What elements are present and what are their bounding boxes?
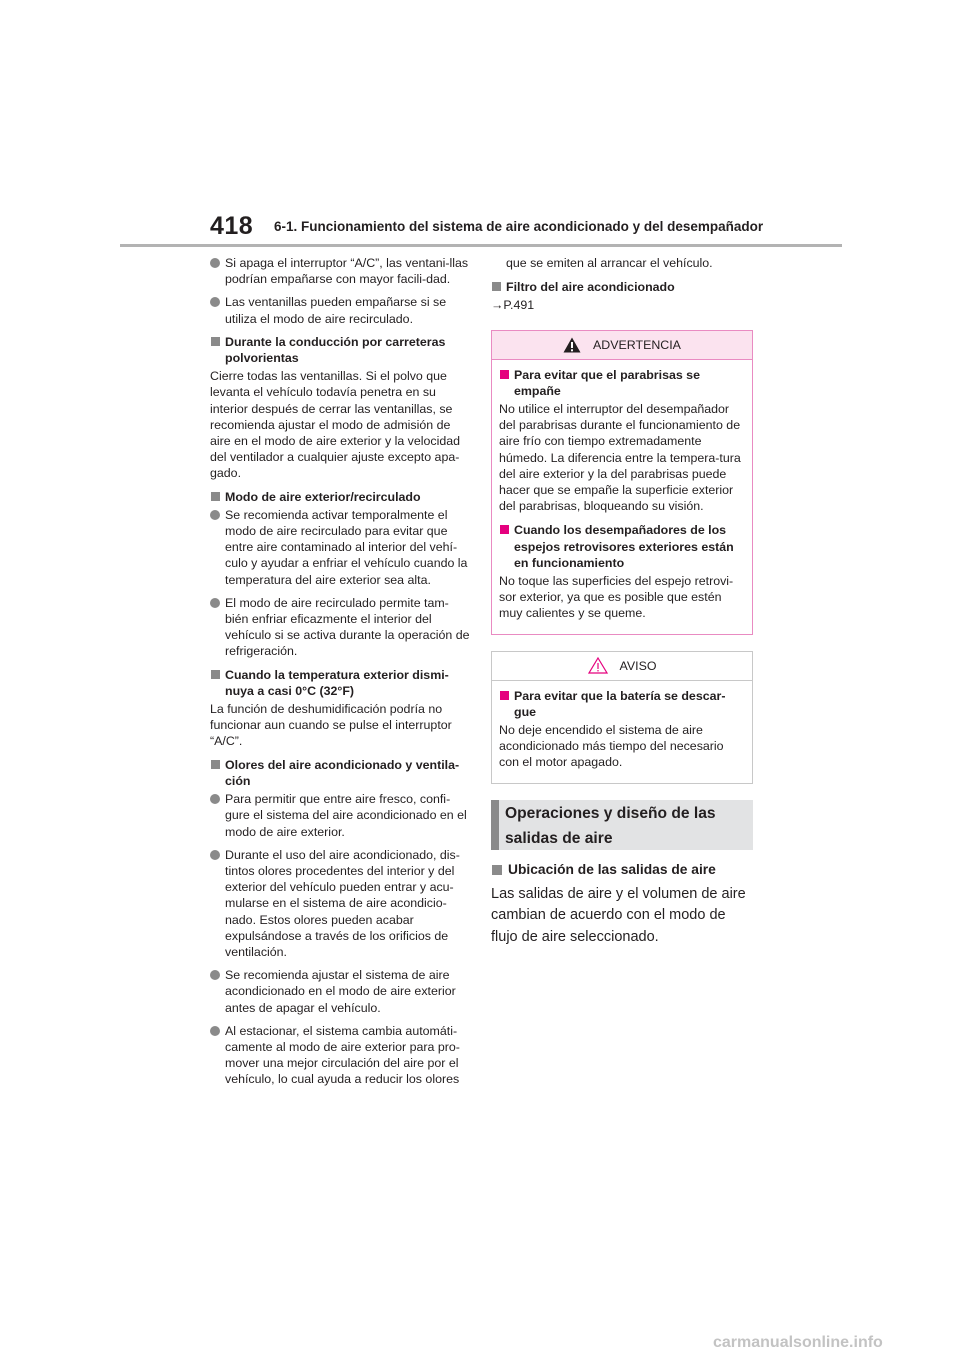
watermark-text: carmanualsonline.info xyxy=(713,1334,883,1351)
notice-title: AVISO xyxy=(619,658,657,673)
page-header xyxy=(0,0,960,250)
bullet-dot-icon xyxy=(210,794,220,804)
warning-box-header xyxy=(492,331,752,360)
subsection-heading: Modo de aire exterior/recirculado xyxy=(210,489,470,505)
square-bullet-icon xyxy=(211,670,220,679)
warning-triangle-icon xyxy=(563,337,581,353)
bullet-item: Se recomienda ajustar el sistema de aire acondicionado en el modo de aire exterior antes de apagar el vehículo. xyxy=(210,967,470,1016)
subsection-heading: Durante la conducción por carreteras polvorientas xyxy=(210,334,470,366)
subsection-heading: Cuando la temperatura exterior dismi-nuya a casi 0°C (32°F) xyxy=(210,667,470,699)
square-bullet-icon xyxy=(211,492,220,501)
square-bullet-icon xyxy=(211,760,220,769)
notice-box-header xyxy=(492,652,752,681)
bullet-item: Durante el uso del aire acondicionado, dis-tintos olores procedentes del interior y del exterior del vehículo pueden entrar y acu-mularse en el sistema de aire acondicio-nado. Estos olores pueden acabar expulsándose a través de los orificios de ventilación. xyxy=(210,847,470,960)
chapter-title: 6-1. Funcionamiento del sistema de aire acondicionado y del desempañador xyxy=(274,219,764,234)
notice-paragraph: No deje encendido el sistema de aire acondicionado más tiempo del necesario con el motor apagado. xyxy=(499,723,724,770)
bullet-dot-icon xyxy=(210,1026,220,1036)
header-divider xyxy=(120,244,842,247)
bullet-dot-icon xyxy=(210,510,220,520)
subsection-heading: Olores del aire acondicionado y ventila-ción xyxy=(210,757,470,789)
bullet-item: El modo de aire recirculado permite tam-bién enfriar eficazmente el interior del vehículo si se activa durante la operación de refrigeración. xyxy=(210,595,470,660)
left-column xyxy=(210,255,470,1095)
square-bullet-icon xyxy=(500,691,509,700)
subsection-heading: Filtro del aire acondicionado xyxy=(491,279,753,295)
bullet-dot-icon xyxy=(210,970,220,980)
notice-box-body xyxy=(492,681,752,783)
section-banner xyxy=(491,800,753,850)
square-bullet-icon xyxy=(492,282,501,291)
bullet-dot-icon xyxy=(210,598,220,608)
square-bullet-icon xyxy=(500,370,509,379)
notice-box xyxy=(491,651,753,784)
bullet-item: Se recomienda activar temporalmente el modo de aire recirculado para evitar que entre aire contaminado al interior del vehí-culo y ayudar a enfriar el vehículo cuando la temperatura del aire exterior sea alta. xyxy=(210,507,470,588)
paragraph: Cierre todas las ventanillas. Si el polvo que levanta el vehículo todavía penetra en su interior después de cerrar las ventanillas, se recomienda ajustar el modo de admisión de aire en el modo de aire exterior y la velocidad del ventilador a cualquier ajuste excepto apa-gado. xyxy=(210,369,461,481)
square-bullet-icon xyxy=(211,337,220,346)
bullet-dot-icon xyxy=(210,297,220,307)
continued-text: que se emiten al arrancar el vehículo. xyxy=(506,256,713,270)
notice-heading: Para evitar que la batería se descar-gue xyxy=(499,688,745,720)
warning-box xyxy=(491,330,753,635)
warning-box-body xyxy=(492,360,752,634)
page-number: 418 xyxy=(210,212,254,240)
warning-paragraph: No utilice el interruptor del desempañador del parabrisas durante el funcionamiento de aire frío con tiempo extremadamente húmedo. La diferencia entre la tempera-tura del aire exterior y la del parabrisas puede hacer que se empañe la superficie exterior del parabrisas, bloqueando su visión. xyxy=(499,402,741,514)
bullet-item: Las ventanillas pueden empañarse si se utiliza el modo de aire recirculado. xyxy=(210,294,470,326)
bullet-dot-icon xyxy=(210,850,220,860)
warning-heading: Cuando los desempañadores de los espejos retrovisores exteriores están en funcionamiento xyxy=(499,522,745,571)
bullet-item: Al estacionar, el sistema cambia automáti-camente al modo de aire exterior para pro-mover una mejor circulación del aire por el vehículo, lo cual ayuda a reducir los olores xyxy=(210,1023,470,1088)
paragraph: Las salidas de aire y el volumen de aire cambian de acuerdo con el modo de flujo de aire seleccionado. xyxy=(491,885,746,945)
page-reference: →P.491 xyxy=(491,298,535,313)
warning-heading: Para evitar que el parabrisas se empañe xyxy=(499,367,745,399)
bullet-item: Para permitir que entre aire fresco, confi-gure el sistema del aire acondicionado en el modo de aire exterior. xyxy=(210,791,470,840)
square-bullet-icon xyxy=(500,525,509,534)
section-banner-bar xyxy=(491,800,499,850)
warning-paragraph: No toque las superficies del espejo retrovi-sor exterior, ya que es posible que estén muy calientes y se queme. xyxy=(499,574,734,621)
subsection-heading: Ubicación de las salidas de aire xyxy=(491,862,753,878)
bullet-item: Si apaga el interruptor “A/C”, las ventani-llas podrían empañarse con mayor facili-dad. xyxy=(210,255,470,287)
bullet-dot-icon xyxy=(210,258,220,268)
square-bullet-icon xyxy=(492,865,502,875)
right-column xyxy=(491,255,753,948)
caution-triangle-icon xyxy=(588,657,608,674)
paragraph: La función de deshumidificación podría no funcionar aun cuando se pulse el interruptor “A/C”. xyxy=(210,702,452,749)
warning-title: ADVERTENCIA xyxy=(593,337,681,352)
section-title: Operaciones y diseño de las salidas de aire xyxy=(505,804,716,847)
